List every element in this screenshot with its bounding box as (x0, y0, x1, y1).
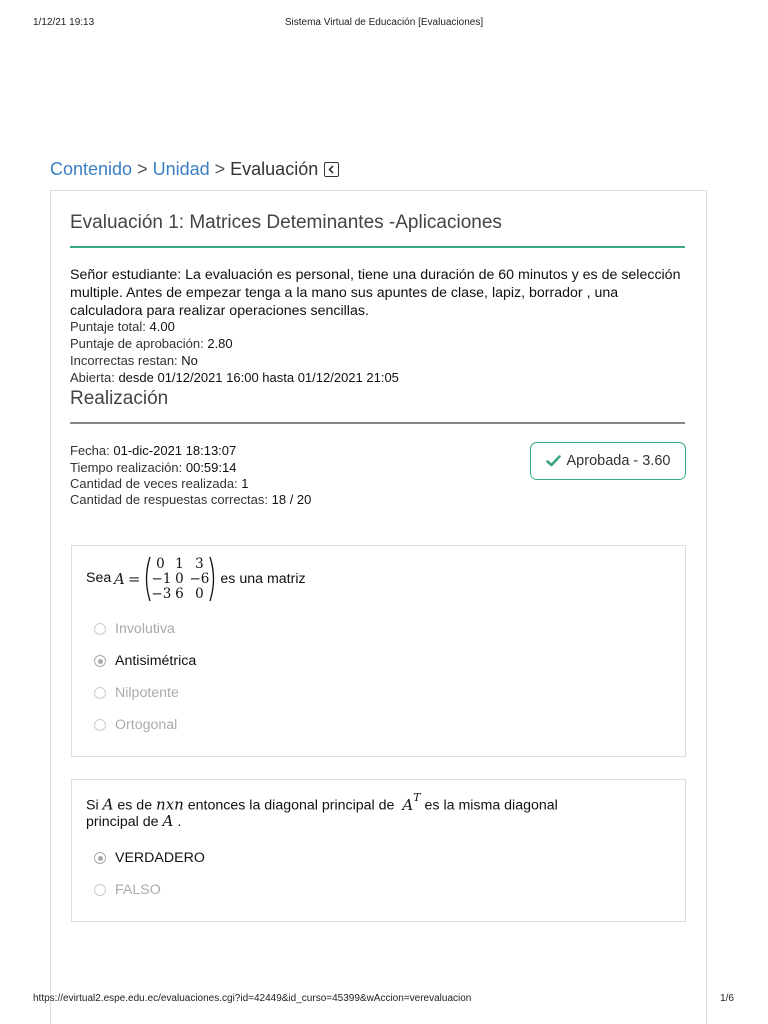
option-antisimetrica[interactable] (94, 653, 196, 669)
math-equals: = (127, 570, 141, 588)
radio-button[interactable] (94, 719, 106, 731)
breadcrumb (50, 159, 339, 180)
breadcrumb-current: Evaluación (230, 159, 319, 179)
left-paren-icon (143, 556, 151, 602)
breadcrumb-link-unidad[interactable]: Unidad (152, 159, 210, 179)
print-datetime: 1/12/21 19:13 (33, 17, 95, 28)
matrix-cell: −3 (151, 585, 172, 602)
chevron-left-box-icon[interactable] (324, 162, 339, 177)
radio-button[interactable] (94, 687, 106, 699)
veces-realizada: Cantidad de veces realizada: 1 (70, 476, 249, 491)
breadcrumb-separator: > (137, 159, 148, 179)
matrix-cell: −1 (151, 570, 172, 587)
math-variable: A (402, 795, 414, 814)
abierta-range: Abierta: desde 01/12/2021 16:00 hasta 01/12/2021 21:05 (70, 370, 399, 385)
matrix-cell: 3 (195, 555, 204, 572)
print-page-title: Sistema Virtual de Educación [Evaluaciones] (284, 17, 484, 28)
matrix-cell: −6 (189, 570, 210, 587)
option-nilpotente[interactable] (94, 685, 179, 701)
fecha: Fecha: 01-dic-2021 18:13:07 (70, 443, 237, 458)
option-verdadero[interactable] (94, 850, 205, 866)
right-paren-icon (209, 556, 217, 602)
matrix-cell: 6 (175, 585, 184, 602)
question-text-suffix: es una matriz (220, 571, 306, 587)
math-variable: A (162, 812, 174, 830)
puntaje-total: Puntaje total: 4.00 (70, 319, 175, 334)
matrix-cell: 1 (175, 555, 184, 572)
print-page-number: 1/6 (720, 993, 734, 1004)
option-falso[interactable] (94, 882, 161, 898)
breadcrumb-link-contenido[interactable]: Contenido (50, 159, 133, 179)
radio-button[interactable] (94, 852, 106, 864)
matrix-cell: 0 (156, 555, 165, 572)
radio-button[interactable] (94, 655, 106, 667)
math-variable: nxn (156, 795, 184, 814)
option-label: VERDADERO (115, 850, 205, 866)
option-involutiva[interactable] (94, 621, 175, 637)
math-variable: A (114, 570, 125, 588)
matrix-cell: 0 (175, 570, 184, 587)
status-badge-label: Aprobada - 3.60 (566, 453, 671, 469)
question-text-line2: principal de A . (86, 812, 182, 830)
math-variable: A (102, 795, 114, 814)
radio-button[interactable] (94, 884, 106, 896)
radio-button[interactable] (94, 623, 106, 635)
respuestas-correctas: Cantidad de respuestas correctas: 18 / 20 (70, 492, 312, 507)
matrix (151, 557, 209, 602)
print-url: https://evirtual2.espe.edu.ec/evaluaciones.cgi?id=42449&id_curso=45399&wAccion=verevaluacion (33, 993, 472, 1004)
option-label: FALSO (115, 882, 161, 898)
incorrectas-restan: Incorrectas restan: No (70, 353, 198, 368)
option-label: Antisimétrica (115, 653, 197, 669)
breadcrumb-separator: > (214, 159, 226, 179)
matrix-cell: 0 (195, 585, 204, 602)
puntaje-aprobacion: Puntaje de aprobación: 2.80 (70, 336, 233, 351)
section-divider (70, 422, 685, 424)
option-ortogonal[interactable] (94, 717, 177, 733)
question-matrix-expression (114, 556, 306, 602)
checkmark-icon (546, 455, 561, 467)
option-label: Nilpotente (115, 685, 179, 701)
title-divider (70, 246, 685, 248)
option-label: Ortogonal (115, 717, 178, 733)
question-text-prefix: Sea (86, 570, 112, 586)
tiempo-realizacion: Tiempo realización: 00:59:14 (70, 460, 237, 475)
option-label: Involutiva (115, 621, 175, 637)
evaluation-title: Evaluación 1: Matrices Deteminantes -Aplicaciones (70, 212, 502, 233)
math-superscript: T (413, 791, 421, 804)
question-text-line1: Si A es de nxn entonces la diagonal principal de $A^T$ es la misma diagonal (86, 791, 558, 814)
section-title-realizacion: Realización (70, 388, 169, 409)
print-header (0, 17, 768, 31)
evaluation-instructions: Señor estudiante: La evaluación es personal, tiene una duración de 60 minutos y es de selección multiple. Antes de empezar tenga a la mano sus apuntes de clase, lapiz, borrador , una calculadora para realizar operaciones sencillas. (70, 267, 681, 319)
status-badge (530, 442, 686, 480)
